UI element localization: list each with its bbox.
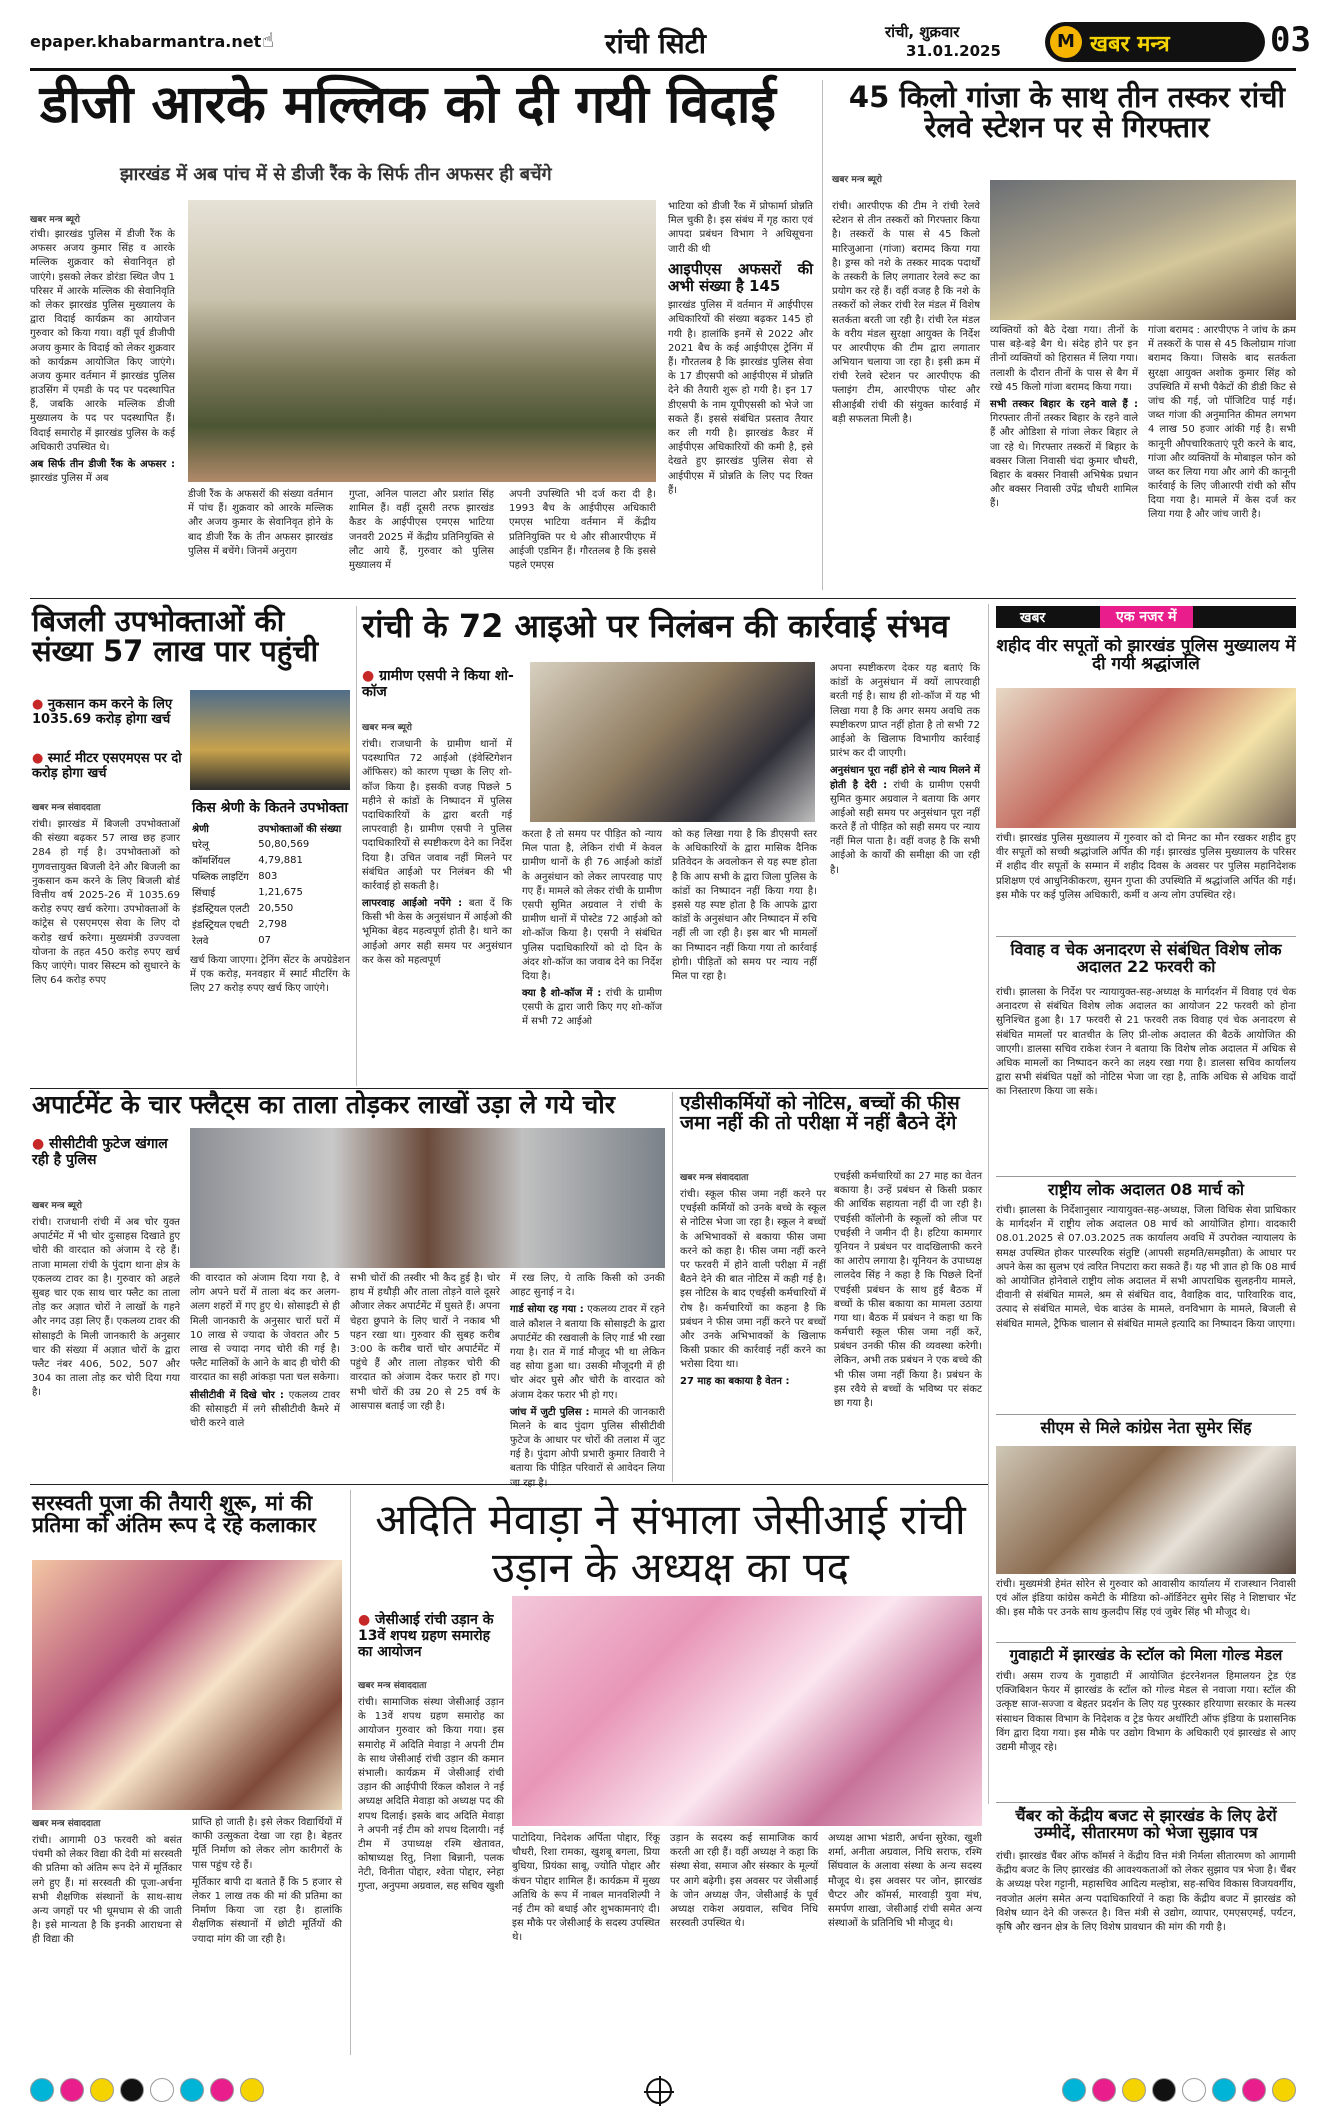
story2-col-c: गांजा बरामद : आरपीएफ ने जांच के क्रम में तस्करों के पास से 45 किलोग्राम गांजा बरामद किया। जिसके बाद सतर्कता सुरक्षा आयुक्त अशोक कुमार सिंह को उपस्थिति में सभी पैकेटों की डीडी किट से जांच की गई, जो पॉजिटिव पाई गई। जब्त गांजा की अनुमानित कीमत लगभग 4 लाख 50 हजार आंकी गई है। सभी कानूनी औपचारिकताएं पूरी करने के बाद, गांजा और व्यक्तियों के मोबाइल फोन को जब्त कर लिया गया और आगे की कानूनी कार्रवाई के लिए जीआरपी रांची को सौंप दिया गया है। मामले में केस दर्ज कर लिया गया है और जांच जारी है। [1148,325,1296,521]
story2-col-a: रांची। आरपीएफ की टीम ने रांची रेलवे स्टेशन से तीन तस्करों को गिरफ्तार किया है। तस्करों के पास से 45 किलो मारिजुआना (गांजा) बरामद किया गया है। ड्रग्स को नशे के तस्कर मादक पदार्थों के तस्करी के लिए लगातार रेलवे रूट का प्रयोग कर रहे हैं। वहीं वजह है कि नशे के तस्करों को लेकर रांची रेल मंडल में विशेष सतर्कता बरती जा रही है। रांची रेल मंडल के वरीय मंडल सुरक्षा आयुक्त के निर्देश पर आरपीएफ की टीम द्वारा लगातार अभियान चलाया जा रहा है। इसी क्रम में रांची रेलवे स्टेशन पर आरपीएफ की फ्लाइंग टीम, आरपीएफ पोस्ट और सीआईबी रांची की संयुक्त कार्रवाई में बड़ी सफलता मिली है। [832,201,980,425]
divider [996,1802,1296,1803]
story1-col1-tail: झारखंड पुलिस में अब [30,473,109,485]
divider [996,1176,1296,1177]
consumer-table-title: किस श्रेणी के कितने उपभोक्ता [191,800,349,816]
consumer-table [190,800,350,1034]
story11-col-a: रांची। राजधानी रांची में अब चोर युक्त अपार्टमेंट में भी चोर दुःसाहस दिखाते हुए चोरी की वारदात को अंजाम दे रहे हैं। ताजा मामला रांची के पुंदाग थाना क्षेत्र के एकलव्य टावर का है। गुरुवार को अहले सुबह चार एक साथ चार फ्लैट का ताला तोड़ कर अज्ञात चोरों ने लाखों के गहने और नगद उड़ा लिए हैं। एकलव्य टावर की सोसाइटी के मिली जानकारी के अनुसार चार की संख्या में अज्ञात चोरों के द्वारा फ्लैट नंबर 406, 502, 507 और 304 का ताला तोड़ कर चोरी दिया गया है। [32,1217,180,1399]
color-swatch [1122,2078,1146,2102]
swatch-group-left [30,2078,264,2102]
story1-side-sub: आइपीएस अफसरों की अभी संख्या है 145 [668,259,813,295]
story11-col-d-sub: गार्ड सोया रह गया : [510,1304,584,1316]
story11-col-b-sub: सीसीटीवी में दिखे चोर : [190,1389,284,1401]
section-rule [30,598,1296,599]
page-number: 03 [1270,20,1311,60]
story2-col-b-tail: गिरफ्तार तीनों तस्कर बिहार के रहने वाले हैं और ओडिशा से गांजा लेकर बिहार ले जा रहे थे। गिरफ्तार तस्करों में बिहार के बक्सर जिला निवासी चंदा कुमार चौधरी, बिहार के बक्सर निवासी अभिषेक प्रधान और बक्सर निवासी उपेंद्र चौधरी शामिल हैं। [990,413,1138,510]
story4-col-d-sub: अनुसंधान पूरा नहीं होने से न्याय मिलने में होती है देरी : [830,765,980,791]
story1-bottom1: डीजी रैंक के अफसरों की संख्या वर्तमान में पांच हैं। शुक्रवार को आरके मल्लिक और अजय कुमार के सेवानिवृत होने के बाद डीजी रैंक के तीन अफसर झारखंड पुलिस में बचेंगे। जिनमें अनुराग [188,489,333,557]
color-swatch [1182,2078,1206,2102]
story4-headline: रांची के 72 आइओ पर निलंबन की कार्रवाई संभव [362,607,949,645]
story4-col-a-text: रांची। राजधानी के ग्रामीण थानों में पदस्थापित 72 आईओ (इंवेस्टिगेशन ऑफिसर) को कारण पृच्छा के लिए शो-कॉज किया है। इसकी वजह पिछले 5 महीने से कांडों के निष्पादन में पुलिस पदाधिकारियों के द्वारा बरती गई लापरवाही है। ग्रामीण एसपी ने पुलिस पदाधिकारियों से स्पष्टीकरण देने का निर्देश दिया है। उचित जवाब नहीं मिलने पर संबंधित आईओ पर निलंबन की भी कार्रवाई हो सकती है। [362,739,512,892]
seized-ganja-photo [990,180,1296,320]
story2-col-b [990,324,1138,590]
story4-col-a-tail: बता दें कि किसी भी केस के अनुसंधान में आईओ की भूमिका बेहद महत्वपूर्ण होती है। थाने का आईओ अगर सही समय पर अनुसंधान कर केस को महत्वपूर्ण [362,898,512,966]
divider [996,1414,1296,1415]
story1-headline: डीजी आरके मल्लिक को दी गयी विदाई [40,75,776,135]
divider [988,604,989,1804]
table-cell: कॉमर्शियल [192,856,231,868]
story8-body: रांची। मुख्यमंत्री हेमंत सोरेन से गुरुवार को आवासीय कार्यालय में राजस्थान निवासी एवं ऑल इंडिया कांग्रेस कमेटी के मीडिया को-ऑर्डिनेटर सुमेर सिंह ने शिष्टाचार भेंट की। इस मौके पर उनके साथ कुलदीप सिंह एवं जुबेर सिंह भी मौजूद थे। [996,1579,1296,1619]
story4-col-d-tail: रांची के ग्रामीण एसपी सुमित कुमार अग्रवाल ने बताया कि अगर आईओ सही समय पर अनुसंधान पूरा नहीं करते हैं तो पीड़ित को सही समय पर न्याय नहीं मिल पाता है। वहीं वजह है कि सभी आईओ के कार्यों की समीक्षा की जा रही है। [830,779,980,876]
table-cell: 50,80,569 [258,838,310,850]
color-swatch [1152,2078,1176,2102]
story7-body: रांची। झालसा के निर्देशानुसार न्यायायुक्त-सह-अध्यक्ष, जिला विधिक सेवा प्राधिकार के मार्गदर्शन में राष्ट्रीय लोक अदालत 08 मार्च को आयोजित होगा। वादकारी 08.01.2025 से 07.03.2025 तक कार्यालय अवधि में उपरोक्त न्यायालय के समक्ष उपस्थित होकर पारस्परिक संतुष्टि (आपसी सहमति/समझौता) के आधार पर अपने केस का सुलभ एवं त्वरित निपटारा करा सकते हैं। यह भी ज्ञात हो कि 08 मार्च को आयोजित होनेवाले राष्ट्रीय लोक अदालत में सभी आपराधिक सुलहनीय मामले, दीवानी से संबंधित मामले, श्रम से संबंधित वाद, वैवाहिक वाद, पारिवारिक वाद, उत्पाद से संबंधित मामले, चेक बाउंस के मामले, वनविभाग के मामले, बिजली से संबंधित मामले, ट्रैफिक चालान से संबंधित मामले इत्यादि का निष्पादन किया जाएगा। [996,1205,1296,1330]
story4-col-b-text: करता है तो समय पर पीड़ित को न्याय मिल पाता है, लेकिन रांची में केवल ग्रामीण थानों के ही 76 आईओ कांडों के अनुसंधान को लेकर लापरवाह पाए गए हैं। मामले को लेकर रांची के ग्रामीण एसपी सुमित अग्रवाल ने रांची के ग्रामीण थानों में पोस्टेड 72 आईओ को शो-कॉज किया है। एसपी ने संबंधित पुलिस पदाधिकारियों को दो दिन के अंदर शो-कॉज का जवाब देने का निर्देश दिया है। [522,829,662,982]
story5-body: रांची। झारखंड पुलिस मुख्यालय में गुरुवार को दो मिनट का मौन रखकर शहीद हुए वीर सपूतों को सच्ची श्रद्धांजलि अर्पित की गई। झारखंड पुलिस मुख्यालय के परिसर में शहीद वीर सपूतों के सम्मान में शहीद दिवस के अवसर पर पुलिस महानिदेशक प्रशिक्षण एवं आधुनिकीकरण, सुमन गुप्ता की उपस्थिति में श्रद्धांजलि अर्पित की गई। इस मौके पर कई पुलिस अधिकारी, कर्मी व अन्य लोग उपस्थित रहे। [996,833,1296,901]
idol-artisan-photo [32,1560,342,1810]
story11-headline: अपार्टमेंट के चार फ्लैट्स का ताला तोड़कर लाखों उड़ा ले गये चोर [32,1090,615,1119]
registration-mark-icon [646,2078,672,2104]
table-row [190,852,350,868]
story3-bullet2: ● स्मार्ट मीटर एसएमएस पर दो करोड़ होगा खर्च [32,752,182,782]
story1-col1-sub: अब सिर्फ तीन डीजी रैंक के अफसर : [30,459,175,470]
story11-bullet: ● सीसीटीवी फुटेज खंगाल रही है पुलिस [32,1136,182,1168]
divider [356,606,357,1086]
masthead-city-day: रांची, शुक्रवार [885,23,960,41]
story6-body: रांची। झालसा के निर्देश पर न्यायायुक्त-सह-अध्यक्ष के मार्गदर्शन में विवाह एवं चेक अनादरण से संबंधित विशेष लोक अदालत का आयोजन 22 फरवरी को होना सुनिश्चित हुआ है। 17 फरवरी से 21 फरवरी तक विवाह एवं चेक अनादरण से संबंधित मामलों पर बातचीत के लिए प्री-लोक अदालत की बैठकें आयोजित की जाएगी। डालसा सचिव राकेश रंजन ने बताया कि विशेष लोक अदालत में अधिक से अधिक मामलों का निष्पादन करने का लक्ष्य रखा गया है। डालसा सचिव कार्यालय द्वारा सभी संबंधित पक्षों को नोटिस भेजा जा रहा है, ताकि अधिक से अधिक वादों का निस्तारण किया जा सके। [996,987,1296,1098]
table-cell: घरेलू [192,840,209,852]
story3-body2: खर्च किया जाएगा। ट्रेनिंग सेंटर के अपग्रेडेशन में एक करोड़, मनवहार में स्मार्ट मीटरिंग के लिए 27 करोड़ रुपए खर्च किए जाएंगे। [190,955,350,995]
story11-col-d-text: में रख लिए, ये ताकि किसी को उनकी आहट सुनाई न दे। [510,1273,665,1299]
jci-group-photo [512,1596,982,1826]
story14-byline: खबर मन्त्र संवाददाता [358,1681,427,1691]
table-row [190,868,350,884]
story4-col-d-text: अपना स्पष्टीकरण देकर यह बताएं कि कांडों के अनुसंधान में क्यों लापरवाही बरती गई है। साथ ही शो-कॉज में यह भी लिखा गया है कि अगर समय अवधि तक स्पष्टीकरण प्राप्त नहीं होता है तो सभी 72 आईओ के खिलाफ विभागीय कार्रवाई प्रारंभ कर दी जाएगी। [830,663,980,760]
story12-byline: खबर मन्त्र संवाददाता [680,1173,749,1183]
table-header-category: श्रेणी [192,824,209,836]
color-swatch [150,2078,174,2102]
story7-headline: राष्ट्रीय लोक अदालत 08 मार्च को [1048,1180,1244,1199]
story13-col-a: रांची। आगामी 03 फरवरी को बसंत पंचमी को लेकर विद्या की देवी मां सरस्वती की प्रतिमा को अंतिम रूप देने में मूर्तिकार लगे हुए हैं। मां सरस्वती की पूजा-अर्चना सभी शैक्षणिक संस्थानों के साथ-साथ अन्य जगहों पर भी धूमधाम से की जाती है। इसे मान्यता है कि इनकी आराधना से ही विद्या की [32,1835,182,1946]
story11-col-d [510,1272,665,1476]
divider [822,80,823,590]
story1-side-text: भाटिया को डीजी रैंक में प्रोफार्मा प्रोन्नति मिल चुकी है। इस संबंध में गृह कारा एवं आपदा प्रबंधन विभाग ने अधिसूचना जारी की थी [668,201,813,255]
story11-col-d-sub2: जांच में जुटी पुलिस : [510,1406,590,1418]
story4-bullet: ● ग्रामीण एसपी ने किया शो-कॉज [362,668,522,700]
masthead-site[interactable]: epaper.khabarmantra.net [30,32,262,51]
story13-headline: सरस्वती पूजा की तैयारी शुरू, मां की प्रतिमा को अंतिम रूप दे रहे कलाकार [32,1491,316,1538]
story4-col-b-tail: रांची के ग्रामीण एसपी के द्वारा जारी किए गए शो-कॉज में सभी 72 आईओ [522,988,663,1028]
divider [350,1490,351,2055]
story10-headline: चैंबर को केंद्रीय बजट से झारखंड के लिए ढेरों उम्मीदें, सीतारमण को भेजा सुझाव पत्र [1015,1806,1277,1842]
story14-col-b: पाटोदिया, निदेशक अर्पिता पोद्दार, रिंकू चौधरी, रिशा रामका, खुशबू बगला, प्रिया बुधिया, प्रियंका साबू, ज्योति पोद्दार और कंचन पोद्दार शामिल हैं। कार्यक्रम में मुख्य अतिथि के रूप में नाबल मानवशिल्पी ने नई टीम को बधाई और शुभकामनाएं दी। इस मौके पर जेसीआई के सदस्य उपस्थित थे। [512,1833,660,1944]
color-swatch [180,2078,204,2102]
ek-nazar-tag: खबर [1020,610,1046,626]
table-cell: 20,550 [258,902,294,914]
color-registration-bar [30,2078,1296,2108]
story13-byline: खबर मन्त्र संवाददाता [32,1819,101,1829]
table-cell: 2,798 [258,918,287,930]
story11-byline: खबर मन्त्र ब्यूरो [32,1201,82,1211]
story9-body: रांची। असम राज्य के गुवाहाटी में आयोजित इंटरनेशनल हिमालयन ट्रेड एंड एक्जिबिशन फेयर में झारखंड के स्टॉल को गोल्ड मेडल से नवाजा गया। स्टॉल की उत्कृष्ट साज-सज्जा व बेहतर प्रदर्शन के लिए यह पुरस्कार हरियाणा सरकार के मत्स्य संसाधन विकास विभाग के निदेशक व ट्रेड फेयर अथॉरिटी ऑफ इंडिया के प्रशासनिक विंग द्वारा दिया गया। इस मौके पर उद्योग विभाग के अधिकारी एवं झारखंड से आए उद्यमी मौजूद रहे। [996,1671,1296,1753]
table-row [190,932,350,948]
section-rule [30,1484,988,1485]
story13-col-b-tail: मूर्तिकार बापी दा बताते हैं कि 5 हजार से लेकर 1 लाख तक की मां की प्रतिमा का निर्माण किया जा रहा है। हालांकि शैक्षणिक संस्थानों में छोटी मूर्तियों की ज्यादा मांग की जा रही है। [192,1876,342,1945]
story13-col-b [192,1816,342,2054]
story4-col-a [362,738,512,1083]
story11-col-b-text: की वारदात को अंजाम दिया गया है, वे लोग अपने घरों में ताला बंद कर अलग-अलग शहरों में गए हुए थे। सोसाइटी से ही मिली जानकारी के अनुसार चारों घरों में 10 लाख से ज्यादा के जेवरात और 5 लाख से ज्यादा नगद चोरी की गई है। फ्लैट मालिकों के आने के बाद ही चोरी की वारदात का सही आंकड़ा पता चल सकेगा। [190,1273,340,1384]
masthead [0,0,1324,70]
section-rule [30,1088,988,1089]
consumer-table-grid [190,820,350,948]
story14-col-a: रांची। सामाजिक संस्था जेसीआई उड़ान के 13वें शपथ ग्रहण समारोह का आयोजन गुरुवार को किया गया। इस समारोह में अदिति मेवाड़ा ने अपनी टीम के साथ जेसीआई रांची उड़ान की कमान संभाली। कार्यक्रम में जेसीआई रांची उड़ान की आईपीपी रिंकल कौशल ने नई अध्यक्ष अदिति मेवाड़ा को अध्यक्ष पद की शपथ दिलाई। इसके बाद अदिति मेवाड़ा ने अपनी नई टीम को शपथ दिलायी। नई टीम में उपाध्यक्ष रश्मि खेतावत, कोषाध्यक्ष रितु, निशा बिन्नानी, पलक नेटी, विनीता पोद्दार, श्वेता पोद्दार, स्नेहा गुप्ता, अनुपमा अग्रवाल, सह सचिव खुशी [358,1697,504,1893]
story6-headline: विवाह व चेक अनादरण से संबंधित विशेष लोक अदालत 22 फरवरी को [1010,940,1282,976]
story4-col-c: को कह लिखा गया है कि डीएसपी स्तर के अधिकारियों के द्वारा मासिक दैनिक प्रतिवेदन के अवलोकन से यह स्पष्ट होता है कि आप सभी के द्वारा जिला पुलिस के कांडों का निष्पादन नहीं किया गया है। इससे यह स्पष्ट होता है कि आपके द्वारा कांडों के अनुसंधान और निष्पादन में रुचि नहीं ली जा रही है। इस बार भी मामलों का निष्पादन नहीं किया गया तो कार्रवाई होगी। पीड़ितों को समय पर न्याय नहीं मिल पा रहा है। [672,829,817,982]
story4-col-d [830,662,980,1082]
table-cell: इंडस्ट्रियल एचटी [192,920,250,932]
story1-col1 [30,228,175,590]
officer-computer-photo [530,662,815,822]
story1-side [668,200,813,590]
color-swatch [60,2078,84,2102]
story3-bullet1: ● नुकसान कम करने के लिए 1035.69 करोड़ होगा खर्च [32,698,182,728]
story12-col-a [680,1188,826,1476]
table-cell: रेलवे [192,936,209,948]
story4-col-b-sub: क्या है शो-कॉज में : [522,988,602,1000]
story3-body: रांची। झारखंड में बिजली उपभोक्ताओं की संख्या बढ़कर 57 लाख छह हजार 284 हो गई है। उपभोक्ताओं को गुणवत्तायुक्त बिजली देने और बिजली का नुकसान कम करने के लिए बिजली बोर्ड वित्तीय वर्ष 2025-26 में 1035.69 करोड़ रुपए खर्च करेगा। उपभोक्ताओं के कांट्रेस से एसएमएस सेवा के लिए दो करोड़ खर्च करेगा। मुख्यमंत्री उज्ज्वला योजना के तहत 450 करोड़ रुपए खर्च किए जाएंगे। पावर सिस्टम को सुधारने के लिए 64 करोड़ रुपए [32,819,180,987]
table-header-count: उपभोक्ताओं की संख्या [258,824,342,836]
story13-col-b-text: प्राप्ति हो जाती है। इसे लेकर विद्यार्थियों में काफी उत्सुकता देखा जा रहा है। बेहतर मूर्ति निर्माण को लेकर लोग कारीगरों के पास पहुंच रहे हैं। [192,1817,342,1871]
table-row [190,916,350,932]
story11-col-d-tail: एकलव्य टावर में रहने वाले कौशल ने बताया कि सोसाइटी के द्वारा अपार्टमेंट की रखवाली के लिए गार्ड भी रखा गया है। रात में गार्ड मौजूद भी था लेकिन वह सोया हुआ था। उसकी मौजूदगी में ही चोर अंदर घुसे और चोरी के वारदात को अंजाम देकर फरार भी हो गए। [510,1304,665,1401]
table-row [190,836,350,852]
story12-col-a-text: रांची। स्कूल फीस जमा नहीं करने पर एचईसी कर्मियों को उनके बच्चे के स्कूल से नोटिस भेजा जा रहा है। स्कूल ने बच्चों के अभिभावकों से बकाया फीस जमा करने को कहा है। फीस जमा नहीं करने पर फरवरी में होने वाली परीक्षा में नहीं बैठने देने की बात नोटिस में कही गई है। इस नोटिस के बाद एचईसी कर्मचारियों में रोष है। कर्मचारियों का कहना है कि प्रबंधन ने फीस जमा नहीं करने पर बच्चों और उनके अभिभावकों के खिलाफ किसी प्रकार की कार्रवाई नहीं करने का भरोसा दिया था। [680,1189,826,1371]
brand-mark-icon: M [1050,26,1082,58]
story12-col-a-sub: 27 माह का बकाया है वेतन : [680,1376,790,1388]
color-swatch [120,2078,144,2102]
divider [672,1092,673,1482]
story14-col-c: उड़ान के सदस्य कई सामाजिक कार्य करती आ रही हैं। वहीं अध्यक्ष ने कहा कि संस्था सेवा, समाज और संस्कार के मूल्यों पर आगे बढ़ेगी। इस अवसर पर जेसीआई के जोन अध्यक्ष जैन, जेसीआई के पूर्व अध्यक्ष राकेश अग्रवाल, सचिव निधि सरस्वती उपस्थित थे। [670,1833,818,1930]
story5-headline: शहीद वीर सपूतों को झारखंड पुलिस मुख्यालय में दी गयी श्रद्धांजलि [996,636,1296,674]
story3-byline: खबर मन्त्र संवाददाता [32,803,101,813]
section-title: रांची सिटी [605,27,707,60]
story12-headline: एडीसीकर्मियों को नोटिस, बच्चों की फीस जमा नहीं की तो परीक्षा में नहीं बैठने देंगे [680,1092,960,1134]
story8-headline: सीएम से मिले कांग्रेस नेता सुमेर सिंह [1040,1418,1252,1437]
color-swatch [1242,2078,1266,2102]
story11-col-c: सभी चोरों की तस्वीर भी कैद हुई है। चोर हाथ में हथौड़ी और ताला तोड़ने वाले दूसरे औजार लेकर अपार्टमेंट में घुसते हैं। अपना चेहरा छुपाने के लिए चारों ने नकाब भी पहन रखा था। गुरुवार की सुबह करीब 3:00 के करीब चारों चोर अपार्टमेंट में पहुंचे हैं और ताला तोड़कर चोरी की वारदात को अंजाम देकर फरार हो गए। सभी चोरों की उम्र 20 से 25 वर्ष के आसपास बताई जा रही है। [350,1273,500,1412]
table-row [190,900,350,916]
story1-side-text-b: झारखंड पुलिस में वर्तमान में आईपीएस अधिकारियों की संख्या बढ़कर 145 हो गयी है। हालांकि इनमें से 2022 और 2021 बैच के कई आईपीएस ट्रेनिंग में हैं। गौरतलब है कि झारखंड पुलिस सेवा के 17 डीएसपी को आईपीएस में प्रोन्नति देने की तैयारी शुरू हो गयी है। इन 17 डीएसपी के नाम यूपीएससी को भेजे जा सकते हैं। इससे संबंधित प्रस्ताव तैयार कर ली गयी है। झारखंड कैडर में आईपीएस अधिकारियों की कमी है, इसे देखते हुए झारखंड पुलिस सेवा से आईपीएस में प्रोन्नति के लिए पद रिक्त हैं। [668,300,813,496]
story4-col-a-sub: लापरवाह आईओ नपेंगे : [362,898,463,910]
color-swatch [1272,2078,1296,2102]
story10-body: रांची। झारखंड चैंबर ऑफ कॉमर्स ने केंद्रीय वित्त मंत्री निर्मला सीतारमण को आगामी केंद्रीय बजट के लिए झारखंड की आवश्यकताओं को लेकर सुझाव पत्र भेजा है। चैंबर के अध्यक्ष परेश गट्टानी, महासचिव आदित्य मल्होत्रा, सह-सचिव विकास विजयवर्गीय, नवजोत अलंग समेत अन्य पदाधिकारियों ने कहा कि केंद्रीय बजट में झारखंड को विशेष ध्यान देने की जरूरत है। वित्त मंत्री से उद्योग, व्यापार, एमएसएमई, पर्यटन, कृषि और खनन क्षेत्र के लिए विशेष प्रावधान की मांग की गयी है। [996,1851,1296,1933]
power-tower-photo [190,690,350,790]
table-cell: 07 [258,934,272,946]
divider [996,936,1296,937]
table-row [190,884,350,900]
divider [996,1642,1296,1643]
story14-bullet: ● जेसीआई रांची उड़ान के 13वें शपथ ग्रहण समारोह का आयोजन [358,1612,508,1660]
brand-name: खबर मन्त्र [1090,32,1170,57]
color-swatch [1062,2078,1086,2102]
story14-col-d: अध्यक्ष आभा भंडारी, अर्चना सुरेका, खुशी शर्मा, अनीता अग्रवाल, निधि सराफ, रश्मि सिंघवाल के अलावा संस्था के अन्य सदस्य मौजूद थे। इस अवसर पर जोन, झारखंड चैप्टर और कॉमर्स, मारवाड़ी युवा मंच, समर्पण शाखा, जेसीआई रांची समेत अन्य संस्थाओं के प्रतिनिधि भी मौजूद थे। [828,1833,982,1930]
farewell-parade-photo [188,200,656,482]
pointer-hand-icon: ☝ [262,28,275,52]
story11-col-b-tail: एकलव्य टावर की सोसाइटी में लगे सीसीटीवी कैमरे में चोरी करने वाले [190,1389,340,1429]
story2-col-b-sub: सभी तस्कर बिहार के रहने वाले हैं : [990,398,1138,410]
story4-byline: खबर मन्त्र ब्यूरो [362,723,412,733]
color-swatch [240,2078,264,2102]
color-swatch [1092,2078,1116,2102]
story12-col-b: एचईसी कर्मचारियों का 27 माह का वेतन बकाया है। उन्हें प्रबंधन से किसी प्रकार की आर्थिक सहायता नहीं दी जा रही है। एचईसी कॉलोनी के स्कूलों को लीज पर एचईसी ने जमीन दी है। हटिया कामगार यूनियन ने प्रबंधन पर वादखिलाफी करने का आरोप लगाया है। यूनियन के उपाध्यक्ष लालदेव सिंह ने कहा है कि पिछले दिनों एचईसी प्रबंधन के साथ हुई बैठक में बच्चों के फीस बकाया का मामला उठाया गया था। बैठक में प्रबंधन ने कहा था कि कर्मचारी स्कूल फीस जमा नहीं करें, प्रबंधन उनकी फीस की व्यवस्था करेगी। लेकिन, अभी तक प्रबंधन ने एक बच्चे की भी फीस जमा नहीं किया है। प्रबंधन के इस रवैये से बच्चों के भविष्य पर संकट छा गया है। [834,1171,982,1409]
tribute-photo [996,688,1296,828]
story1-subhead: झारखंड में अब पांच में से डीजी रैंक के सिर्फ तीन अफसर ही बचेंगे [120,164,552,185]
story1-byline: खबर मन्त्र ब्यूरो [30,215,80,225]
story11-col-b [190,1272,340,1476]
masthead-rule [30,68,1296,71]
table-cell: 4,79,881 [258,854,303,866]
swatch-group-right [1062,2078,1296,2102]
ek-nazar-label: एक नजर में [1100,606,1193,628]
story1-bottom2: गुप्ता, अनिल पालटा और प्रशांत सिंह शामिल हैं। वहीं दूसरी तरफ झारखंड कैडर के आईपीएस एमएस भाटिया जनवरी 2025 में केंद्रीय प्रतिनियुक्ति से लौट आये हैं, गुरुवार को पुलिस मुख्यालय में [349,489,494,571]
story14-headline: अदिति मेवाड़ा ने संभाला जेसीआई रांची उड़ान के अध्यक्ष का पद [375,1495,966,1593]
table-cell: 803 [258,870,278,882]
table-cell: 1,21,675 [258,886,303,898]
story1-bottom3: अपनी उपस्थिति भी दर्ज करा दी है। 1993 बैच के आईपीएस अधिकारी एमएस भाटिया वर्तमान में केंद्रीय प्रतिनियुक्ति पर थे और सीआरपीएफ में आईजी एडमिन हैं। गौरतलब है कि इससे पहले एमएस [509,489,656,571]
story2-headline: 45 किलो गांजा के साथ तीन तस्कर रांची रेलवे स्टेशन पर से गिरफ्तार [848,80,1286,145]
table-cell: सिंचाई [192,888,216,900]
story9-headline: गुवाहाटी में झारखंड के स्टॉल को मिला गोल्ड मेडल [1009,1646,1283,1664]
cctv-footage-photo [190,1128,665,1268]
story11-col-d-tail2: मामले की जानकारी मिलने के बाद पुंदाग पुलिस सीसीटीवी फुटेज के आधार पर चोरों की तलाश में जुट गई है। पुंदाग ओपी प्रभारी कुमार तिवारी ने बताया कि पीड़ित परिवारों से आवेदन लिया [510,1406,666,1475]
cm-meeting-photo [996,1446,1296,1574]
masthead-date: 31.01.2025 [906,42,1001,60]
color-swatch [210,2078,234,2102]
color-swatch [90,2078,114,2102]
color-swatch [1212,2078,1236,2102]
story3-headline: बिजली उपभोक्ताओं की संख्या 57 लाख पार पहुंची [32,604,319,669]
story2-byline: खबर मन्त्र ब्यूरो [832,175,882,185]
story4-col-b [522,828,662,1083]
story1-col1-text: रांची। झारखंड पुलिस में डीजी रैंक के अफसर अजय कुमार सिंह व आरके मल्लिक शुक्रवार को सेवानिवृत हो जाएंगे। इसको लेकर डोरंडा स्थित जैप 1 परिसर में आरके मल्लिक की सेवानिवृति को लेकर झारखंड पुलिस मुख्यालय के द्वारा विदाई कार्यक्रम का आयोजन गुरुवार को किया गया। वहीं पूर्व डीजीपी अजय कुमार के विदाई को लेकर शुक्रवार को कार्यक्रम आयोजित किए जाएंगे। अजय कुमार वर्तमान में झारखंड पुलिस हाउसिंग में एमडी के पद पर पदस्थापित हैं, जबकि आरके मल्लिक डीजी मुख्यालय के पद पर पदस्थापित हैं। विदाई समारोह में झारखंड पुलिस के कई अधिकारी उपस्थित थे। [30,229,175,453]
color-swatch [30,2078,54,2102]
table-cell: पब्लिक लाइटिंग [192,872,249,884]
table-cell: इंडस्ट्रियल एलटी [192,904,250,916]
story2-col-b-text: व्यक्तियों को बैठे देखा गया। तीनों के पास बड़े-बड़े बैग थे। संदेह होने पर इन तीनों व्यक्तियों को हिरासत में लिया गया। तलाशी के दौरान तीनों के पास से बैग में रखे 45 किलो गांजा बरामद किया गया। [990,325,1138,393]
